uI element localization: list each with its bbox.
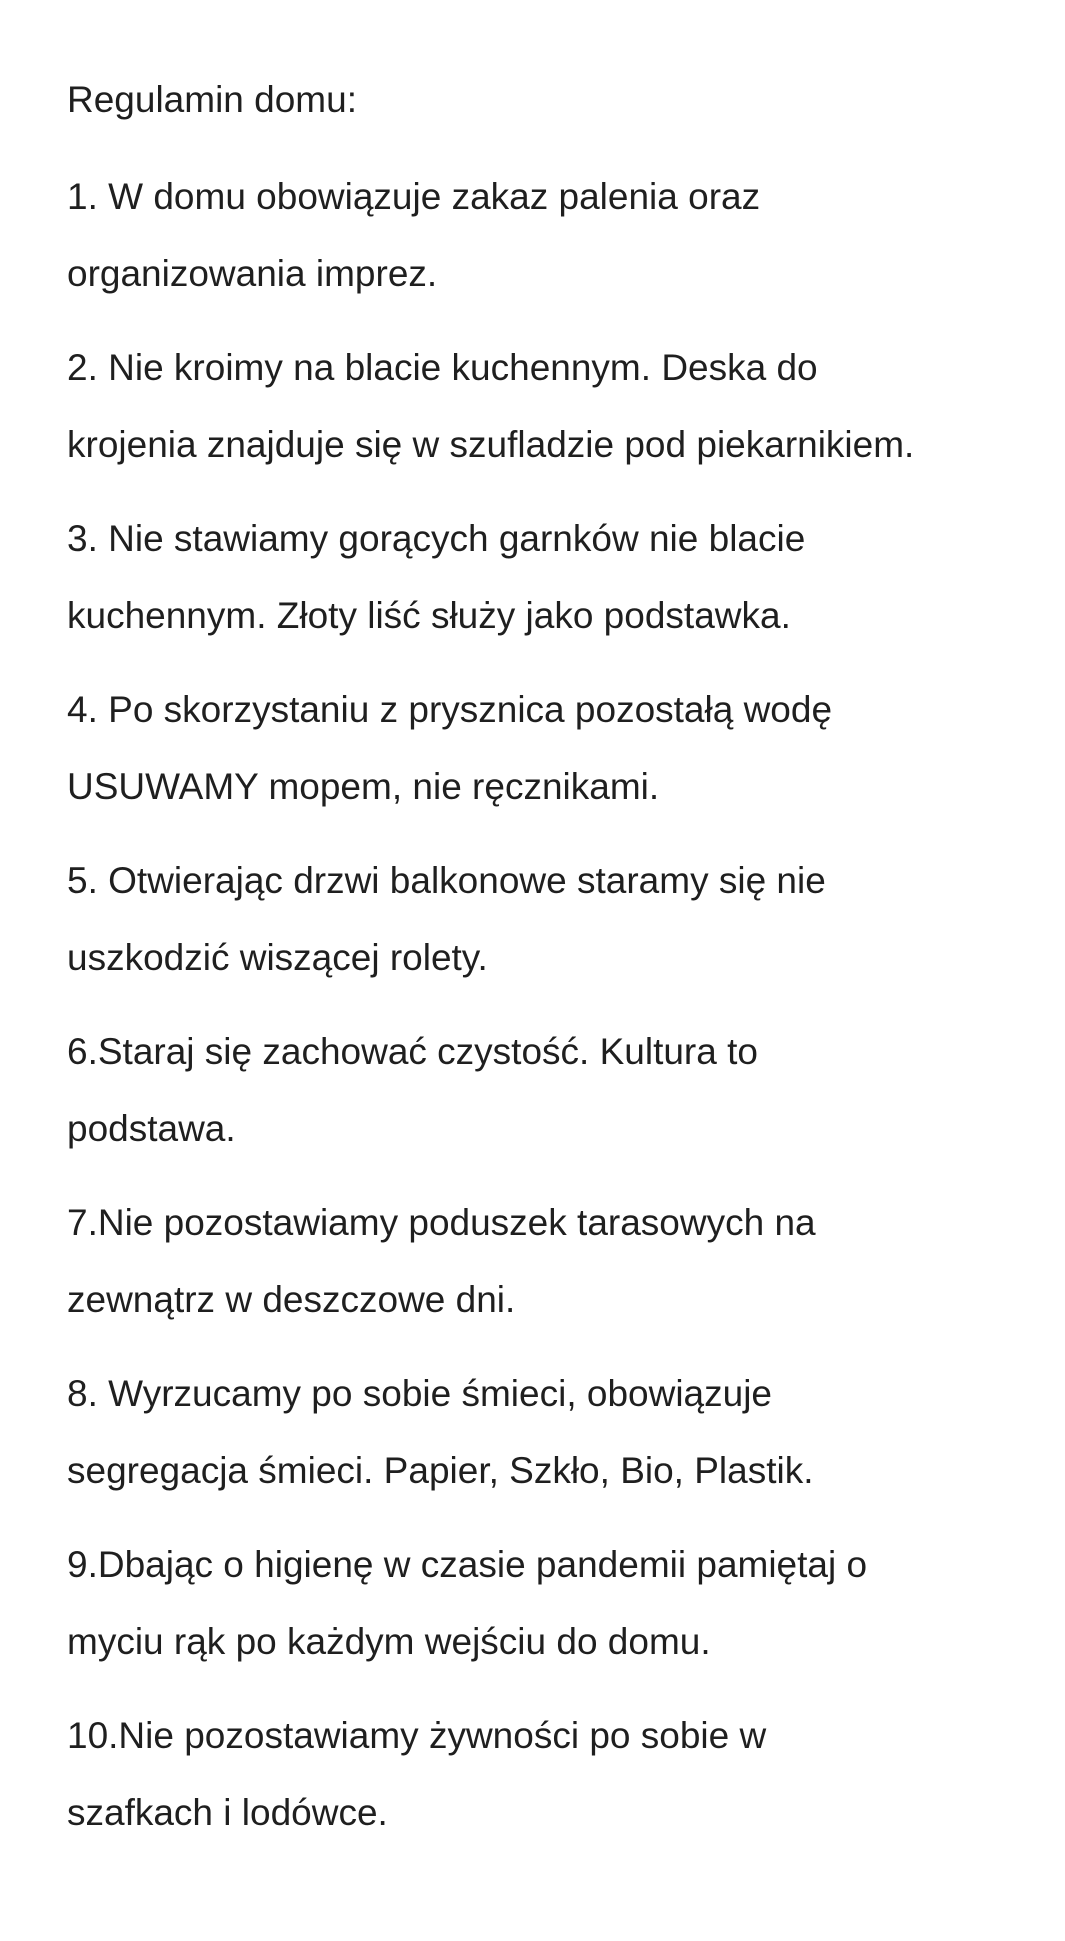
rule-4 [67,671,1037,825]
rule-8 [67,1355,1037,1509]
rule-5-line-1: 5. Otwierając drzwi balkonowe staramy się nie [67,860,826,901]
rule-9-line-1: 9.Dbając o higienę w czasie pandemii pamiętaj o [67,1544,868,1585]
document-title: Regulamin domu: [67,79,357,120]
rule-3 [67,500,1037,654]
rule-8-line-2: segregacja śmieci. Papier, Szkło, Bio, Plastik. [67,1450,814,1491]
rule-2 [67,329,1037,483]
rule-5-line-2: uszkodzić wiszącej rolety. [67,937,488,978]
rule-10 [67,1697,1037,1851]
rule-8-line-1: 8. Wyrzucamy po sobie śmieci, obowiązuje [67,1373,773,1414]
rule-4-line-2: USUWAMY mopem, nie ręcznikami. [67,766,660,807]
rule-6 [67,1013,1037,1167]
rule-4-line-1: 4. Po skorzystaniu z prysznica pozostałą wodę [67,689,833,730]
rule-2-line-1: 2. Nie kroimy na blacie kuchennym. Deska do [67,347,818,388]
document-body [67,80,1037,1868]
rule-3-line-2: kuchennym. Złoty liść służy jako podstawka. [67,595,791,636]
rule-1-line-1: 1. W domu obowiązuje zakaz palenia oraz [67,176,761,217]
rule-2-line-2: krojenia znajduje się w szufladzie pod piekarnikiem. [67,424,915,465]
rule-6-line-2: podstawa. [67,1108,236,1149]
rule-1 [67,158,1037,312]
rule-3-line-1: 3. Nie stawiamy gorących garnków nie blacie [67,518,806,559]
rule-7-line-2: zewnątrz w deszczowe dni. [67,1279,516,1320]
rule-6-line-1: 6.Staraj się zachować czystość. Kultura to [67,1031,758,1072]
rule-10-line-1: 10.Nie pozostawiamy żywności po sobie w [67,1715,767,1756]
rule-1-line-2: organizowania imprez. [67,253,438,294]
rule-9-line-2: myciu rąk po każdym wejściu do domu. [67,1621,711,1662]
rule-9 [67,1526,1037,1680]
rule-5 [67,842,1037,996]
rule-10-line-2: szafkach i lodówce. [67,1792,388,1833]
rule-7-line-1: 7.Nie pozostawiamy poduszek tarasowych na [67,1202,816,1243]
rule-7 [67,1184,1037,1338]
